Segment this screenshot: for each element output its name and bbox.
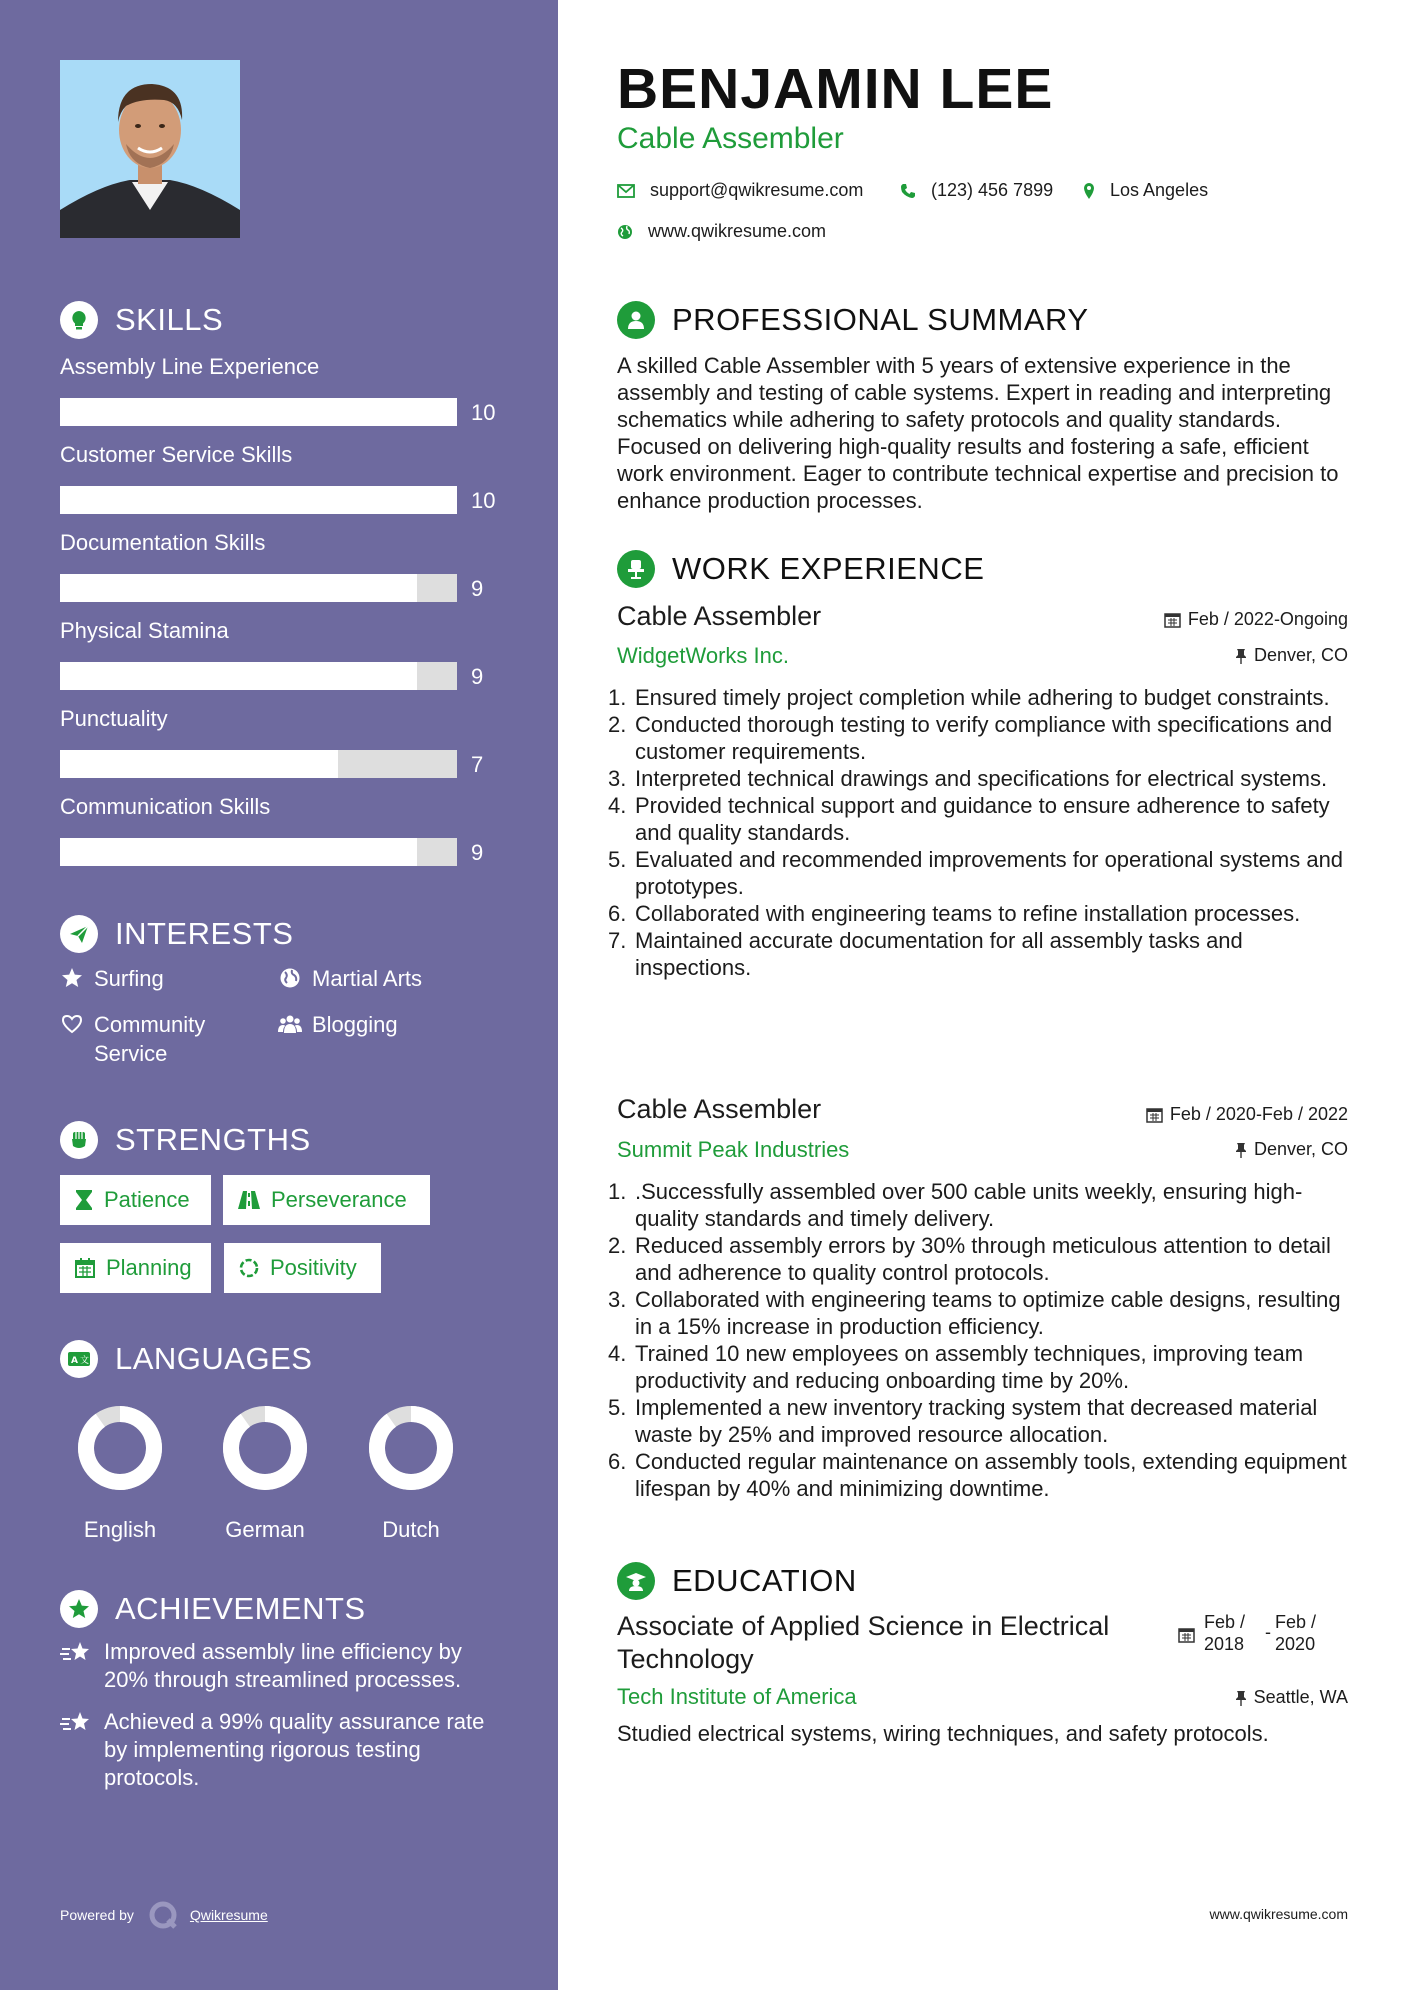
job-location <box>1235 1139 1348 1160</box>
contact-phone <box>900 180 1053 201</box>
education-start-month: Feb / <box>1204 1612 1246 1632</box>
pushpin-icon <box>1235 648 1247 664</box>
skill-level: 7 <box>471 752 484 777</box>
skill-bar <box>60 750 457 778</box>
star-icon <box>60 964 84 992</box>
language-ring <box>195 1398 335 1498</box>
skill-name: Documentation Skills <box>60 530 266 555</box>
achievement-text: Improved assembly line efficiency by 20% through streamlined processes. <box>104 1639 462 1692</box>
paper-plane-icon <box>60 915 98 953</box>
map-pin-icon <box>1083 182 1095 200</box>
strength-tag <box>60 1243 211 1293</box>
job-location-text: Denver, CO <box>1253 645 1348 665</box>
job-bullet: 3. Interpreted technical drawings and specifications for electrical systems. <box>608 766 1328 791</box>
job-dates-text: Feb / 2022-Ongoing <box>1187 609 1348 629</box>
education-start-year: 2018 <box>1204 1634 1245 1654</box>
job-bullet: 3. Collaborated with engineering teams to optimize cable designs, resulting in a 15% increase in production efficiency. <box>608 1287 1341 1339</box>
job-dates <box>1164 609 1348 630</box>
skill-bar-fill <box>60 838 417 866</box>
job-bullet-text: Collaborated with engineering teams to refine installation processes. <box>635 901 1301 926</box>
fist-icon <box>60 1121 98 1159</box>
job-bullet-text: Provided technical support and guidance to ensure adherence to safety and quality standards. <box>635 793 1330 845</box>
group-icon <box>278 1010 302 1038</box>
job-bullet-text: Conducted regular maintenance on assembly tools, extending equipment lifespan by 40% and minimizing downtime. <box>635 1449 1347 1501</box>
profile-photo <box>60 60 240 238</box>
interest-item <box>278 1010 398 1039</box>
skill-bar-fill <box>60 398 457 426</box>
education-location <box>1235 1687 1348 1708</box>
location-text: Los Angeles <box>1110 180 1209 200</box>
language-name: Dutch <box>382 1517 440 1542</box>
job-bullet: 4. Provided technical support and guidance to ensure adherence to safety and quality standards. <box>608 793 1330 845</box>
shooting-star-icon <box>60 1638 92 1694</box>
job-title: Cable Assembler <box>617 601 822 631</box>
summary-heading <box>617 301 1089 339</box>
education-start <box>1204 1611 1245 1655</box>
job-title: Cable Assembler <box>617 1094 822 1124</box>
interest-label: Martial Arts <box>312 966 423 991</box>
skill-bar-fill <box>60 750 338 778</box>
job-bullet-text: Collaborated with engineering teams to optimize cable designs, resulting in a 15% increase in production efficiency. <box>635 1287 1341 1339</box>
strength-tag <box>60 1175 211 1225</box>
skill-bar <box>60 486 457 514</box>
job-bullet: 1. Ensured timely project completion while adhering to budget constraints. <box>608 685 1330 710</box>
language-item <box>50 1398 190 1543</box>
candidate-name: BENJAMIN LEE <box>617 57 1054 121</box>
job-company: Summit Peak Industries <box>617 1137 850 1162</box>
job-location <box>1235 645 1348 666</box>
strengths-title: STRENGTHS <box>115 1122 311 1157</box>
date-separator: - <box>1265 1622 1272 1642</box>
job-bullet: 5. Evaluated and recommended improvements for operational systems and prototypes. <box>608 847 1344 899</box>
languages-title: LANGUAGES <box>115 1341 313 1376</box>
skill-name: Physical Stamina <box>60 618 229 643</box>
skill-level: 9 <box>471 840 484 865</box>
language-ring <box>50 1398 190 1498</box>
skill-item <box>60 616 500 689</box>
strength-tag <box>223 1175 430 1225</box>
skills-heading <box>60 301 223 339</box>
summary-text: A skilled Cable Assembler with 5 years of extensive experience in the assembly and testing of cable systems. Expert in reading and interpreting schematics while adhering to safety protocols and quality standards. Focused on delivering high-quality results and fostering a safe, efficient work environment. Eager to contribute technical expertise and precision to enhance production processes. <box>617 353 1339 513</box>
skill-item <box>60 352 500 425</box>
languages-heading <box>60 1340 312 1378</box>
contact-website <box>617 221 826 242</box>
contact-email <box>617 180 863 201</box>
language-ring <box>341 1398 481 1498</box>
skill-item <box>60 528 500 601</box>
education-title: EDUCATION <box>672 1563 857 1598</box>
job-bullet: 1. .Successfully assembled over 500 cable units weekly, ensuring high-quality standards and timely delivery. <box>608 1179 1303 1231</box>
summary-title: PROFESSIONAL SUMMARY <box>672 302 1089 337</box>
job-bullet: 2. Conducted thorough testing to verify compliance with specifications and customer requirements. <box>608 712 1333 764</box>
job-bullet: 7. Maintained accurate documentation for all assembly tasks and inspections. <box>608 928 1243 980</box>
powered-by-label: Powered by <box>60 1907 134 1923</box>
calendar-icon <box>74 1257 96 1279</box>
globe-icon <box>278 964 302 992</box>
qwikresume-logo-icon <box>148 1900 178 1930</box>
skill-level: 10 <box>471 400 496 425</box>
skill-bar <box>60 574 457 602</box>
pushpin-icon <box>1235 1142 1247 1158</box>
skill-level: 10 <box>471 488 496 513</box>
education-end <box>1275 1611 1316 1655</box>
website-text[interactable]: www.qwikresume.com <box>648 221 827 241</box>
interest-item <box>60 1010 240 1068</box>
education-end-month: Feb / <box>1275 1612 1317 1632</box>
svg-text:A: A <box>71 1356 78 1366</box>
job-dates-text: Feb / 2020-Feb / 2022 <box>1169 1104 1348 1124</box>
skill-item <box>60 792 500 865</box>
strength-label: Positivity <box>270 1255 357 1280</box>
achievement-text: Achieved a 99% quality assurance rate by implementing rigorous testing protocols. <box>104 1709 485 1790</box>
road-icon <box>237 1190 261 1210</box>
interest-label: Community Service <box>94 1012 206 1066</box>
education-end-year: 2020 <box>1275 1634 1316 1654</box>
shooting-star-icon <box>60 1708 92 1792</box>
job-bullet-text: Ensured timely project completion while adhering to budget constraints. <box>635 685 1330 710</box>
skill-bar <box>60 398 457 426</box>
experience-title: WORK EXPERIENCE <box>672 551 985 586</box>
powered-by <box>60 1900 268 1930</box>
calendar-icon <box>1178 1626 1195 1643</box>
strength-label: Patience <box>104 1187 190 1212</box>
job-company: WidgetWorks Inc. <box>617 643 789 668</box>
interests-title: INTERESTS <box>115 916 294 951</box>
envelope-icon <box>617 184 635 198</box>
svg-text:文: 文 <box>80 1356 90 1366</box>
interest-item <box>278 964 422 993</box>
contact-location <box>1083 180 1208 201</box>
skill-bar <box>60 662 457 690</box>
skills-title: SKILLS <box>115 302 224 337</box>
skill-bar <box>60 838 457 866</box>
skill-name: Customer Service Skills <box>60 442 293 467</box>
skill-name: Assembly Line Experience <box>60 354 320 379</box>
education-degree: Associate of Applied Science in Electrical Technology <box>617 1611 1110 1674</box>
chair-icon <box>617 550 655 588</box>
language-name: English <box>83 1517 157 1542</box>
qwikresume-link[interactable]: Qwikresume <box>189 1907 268 1923</box>
circle-notch-icon <box>238 1257 260 1279</box>
email-text: support@qwikresume.com <box>650 180 864 200</box>
heart-icon <box>60 1010 84 1038</box>
job-bullets <box>608 1178 1360 1502</box>
language-item <box>341 1398 481 1543</box>
sidebar <box>0 0 558 1990</box>
strength-tag <box>224 1243 381 1293</box>
strength-label: Planning <box>106 1255 192 1280</box>
interest-item <box>60 964 164 993</box>
skill-level: 9 <box>471 576 484 601</box>
job-bullet: 5. Implemented a new inventory tracking system that decreased material waste by 25% and improved resource allocation. <box>608 1395 1318 1447</box>
job-bullets <box>608 684 1360 981</box>
language-name: German <box>225 1517 305 1542</box>
job-bullet-text: Interpreted technical drawings and specifications for electrical systems. <box>635 766 1328 791</box>
education-location-text: Seattle, WA <box>1253 1687 1348 1707</box>
education-description: Studied electrical systems, wiring techniques, and safety protocols. <box>617 1721 1269 1746</box>
globe-icon <box>617 224 633 240</box>
job-dates <box>1146 1104 1348 1125</box>
candidate-role: Cable Assembler <box>617 122 844 155</box>
footer-website[interactable]: www.qwikresume.com <box>1209 1906 1348 1922</box>
job-bullet-text: Maintained accurate documentation for all assembly tasks and inspections. <box>635 928 1243 980</box>
pushpin-icon <box>1235 1690 1247 1706</box>
skill-level: 9 <box>471 664 484 689</box>
achievement-item <box>60 1638 510 1694</box>
job-bullet-text: .Successfully assembled over 500 cable units weekly, ensuring high-quality standards and timely delivery. <box>635 1179 1303 1231</box>
job-location-text: Denver, CO <box>1253 1139 1348 1159</box>
job-bullet: 6. Conducted regular maintenance on assembly tools, extending equipment lifespan by 40% and minimizing downtime. <box>608 1449 1347 1501</box>
lightbulb-icon <box>60 301 98 339</box>
phone-icon <box>900 183 916 199</box>
education-heading <box>617 1562 857 1600</box>
job-bullet-text: Implemented a new inventory tracking system that decreased material waste by 25% and improved resource allocation. <box>635 1395 1318 1447</box>
hourglass-icon <box>74 1189 94 1211</box>
job-bullet: 6. Collaborated with engineering teams to refine installation processes. <box>608 901 1301 926</box>
user-icon <box>617 301 655 339</box>
language-icon <box>60 1340 98 1378</box>
skill-bar-fill <box>60 486 457 514</box>
achievements-title: ACHIEVEMENTS <box>115 1591 366 1626</box>
graduate-icon <box>617 1562 655 1600</box>
job-bullet: 2. Reduced assembly errors by 30% through meticulous attention to detail and adherence to quality control protocols. <box>608 1233 1331 1285</box>
strength-label: Perseverance <box>271 1187 407 1212</box>
calendar-icon <box>1164 611 1181 628</box>
achievements-heading <box>60 1590 366 1628</box>
interest-label: Blogging <box>312 1012 398 1037</box>
job-bullet-text: Reduced assembly errors by 30% through meticulous attention to detail and adherence to quality control protocols. <box>635 1233 1331 1285</box>
calendar-icon <box>1146 1106 1163 1123</box>
skill-bar-fill <box>60 574 417 602</box>
interests-heading <box>60 915 293 953</box>
job-bullet: 4. Trained 10 new employees on assembly techniques, improving team productivity and reducing onboarding time by 20%. <box>608 1341 1304 1393</box>
skill-name: Punctuality <box>60 706 168 731</box>
language-item <box>195 1398 335 1543</box>
job-bullet-text: Trained 10 new employees on assembly techniques, improving team productivity and reducing onboarding time by 20%. <box>635 1341 1304 1393</box>
skill-item <box>60 440 500 513</box>
skill-name: Communication Skills <box>60 794 271 819</box>
achievement-item <box>60 1708 510 1792</box>
star-badge-icon <box>60 1590 98 1628</box>
skill-item <box>60 704 500 777</box>
skill-bar-fill <box>60 662 417 690</box>
job-bullet-text: Conducted thorough testing to verify compliance with specifications and customer requirements. <box>635 712 1333 764</box>
job-bullet-text: Evaluated and recommended improvements for operational systems and prototypes. <box>635 847 1344 899</box>
strengths-heading <box>60 1121 311 1159</box>
experience-heading <box>617 550 984 588</box>
phone-text: (123) 456 7899 <box>931 180 1054 200</box>
education-school: Tech Institute of America <box>617 1684 857 1709</box>
education-dates <box>1178 1611 1316 1655</box>
interest-label: Surfing <box>94 966 164 991</box>
